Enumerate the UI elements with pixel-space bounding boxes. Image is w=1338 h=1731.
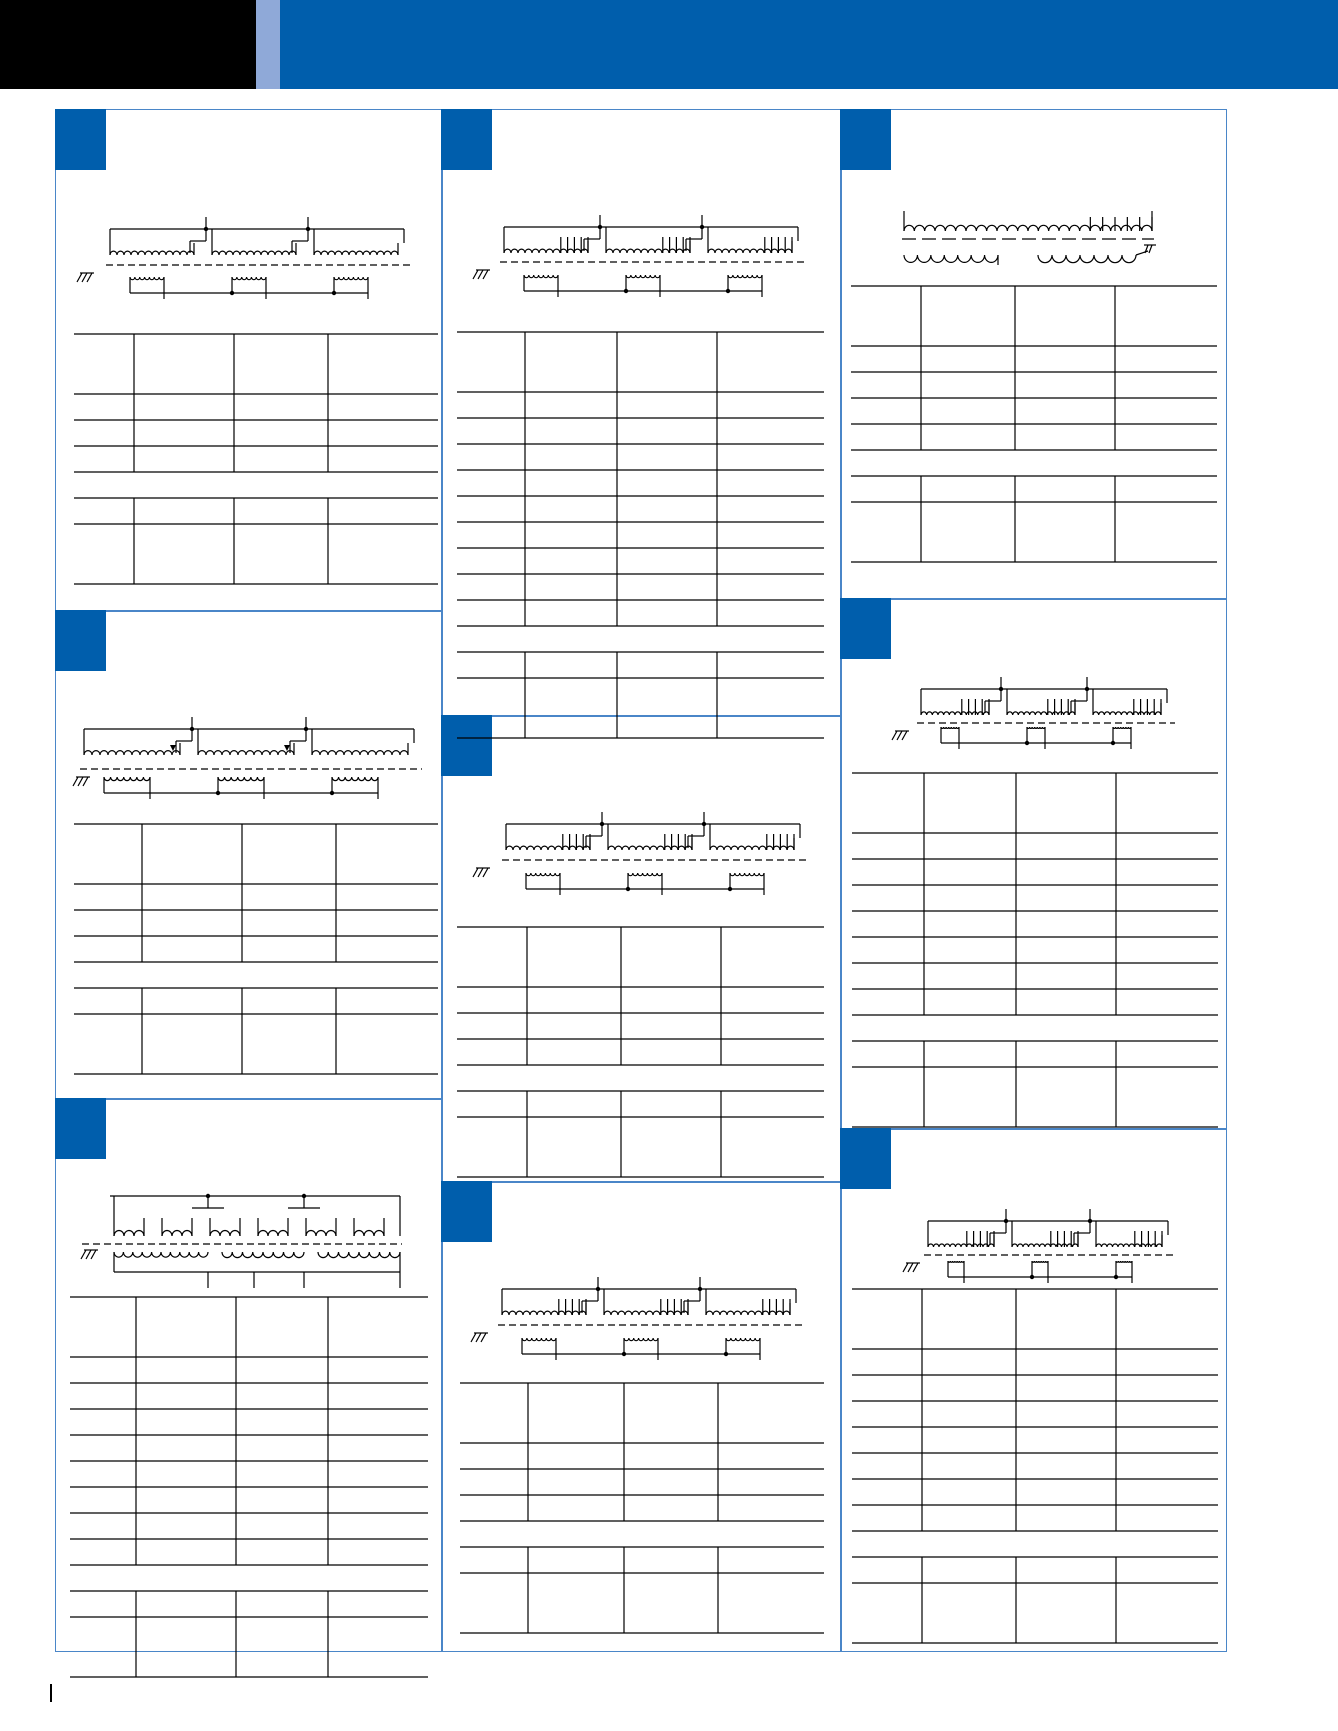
ground-hatch bbox=[483, 868, 488, 877]
panel-separator-f bbox=[840, 1128, 1227, 1130]
ground-hatch bbox=[78, 777, 83, 786]
primary-coil bbox=[608, 846, 692, 850]
secondary-coil-1 bbox=[904, 255, 998, 262]
panel-badge-c bbox=[840, 109, 891, 170]
rating-table-h bbox=[460, 1383, 824, 1637]
secondary-coil bbox=[628, 873, 662, 876]
ground-hatch bbox=[476, 1333, 481, 1342]
ground-hatch bbox=[903, 1263, 908, 1272]
junction-dot bbox=[1114, 1275, 1118, 1279]
ground-hatch bbox=[897, 731, 902, 740]
header-blue-bar bbox=[280, 0, 1338, 89]
junction-dot bbox=[332, 291, 336, 295]
junction-dot bbox=[622, 1352, 626, 1356]
primary-coil-section bbox=[210, 1231, 240, 1237]
junction-dot bbox=[626, 887, 630, 891]
junction-dot bbox=[216, 791, 220, 795]
ground-hatch bbox=[473, 868, 478, 877]
primary-coil-section bbox=[354, 1231, 384, 1237]
primary-coil-section bbox=[258, 1231, 288, 1237]
ground-hatch bbox=[87, 273, 92, 282]
junction-dot bbox=[204, 227, 208, 231]
winding-diagram-d bbox=[74, 705, 434, 805]
panel-badge-i bbox=[840, 1128, 891, 1189]
column-divider-2 bbox=[840, 109, 842, 1652]
primary-coil bbox=[110, 251, 194, 255]
secondary-coil bbox=[728, 275, 762, 278]
junction-dot bbox=[999, 687, 1003, 691]
primary-coil bbox=[1096, 1244, 1162, 1247]
secondary-coil bbox=[626, 275, 660, 278]
secondary-coil-2 bbox=[1038, 255, 1136, 263]
secondary-coil bbox=[222, 1252, 304, 1258]
secondary-coil bbox=[104, 777, 150, 781]
primary-coil bbox=[212, 251, 296, 255]
primary-coil bbox=[504, 249, 588, 253]
secondary-coil bbox=[526, 873, 560, 876]
primary-coil bbox=[84, 751, 180, 755]
junction-dot bbox=[1030, 1275, 1034, 1279]
secondary-coil bbox=[524, 275, 558, 278]
primary-coil bbox=[928, 1244, 994, 1247]
rating-table-c bbox=[851, 286, 1217, 578]
ground-hatch bbox=[478, 270, 483, 279]
secondary-coil bbox=[1027, 727, 1045, 728]
junction-dot bbox=[702, 822, 706, 826]
junction-dot bbox=[698, 1287, 702, 1291]
secondary-coil bbox=[332, 777, 378, 781]
secondary-coil bbox=[948, 1261, 964, 1262]
winding-diagram-f bbox=[893, 677, 1173, 757]
junction-dot bbox=[304, 727, 308, 731]
secondary-coil bbox=[1113, 727, 1131, 728]
ground-hatch bbox=[913, 1263, 918, 1272]
panel-separator-b bbox=[55, 1098, 442, 1100]
header-black-block bbox=[0, 0, 256, 89]
panel-badge-e bbox=[441, 715, 492, 776]
primary-coil bbox=[314, 251, 398, 255]
junction-dot bbox=[1088, 1219, 1092, 1223]
panel-separator-c bbox=[441, 715, 841, 717]
ground-hatch bbox=[481, 1333, 486, 1342]
junction-dot bbox=[700, 225, 704, 229]
ground-hatch bbox=[473, 270, 478, 279]
secondary-coil bbox=[624, 1338, 658, 1341]
secondary-coil bbox=[130, 277, 164, 280]
junction-dot bbox=[1085, 687, 1089, 691]
junction-dot bbox=[624, 289, 628, 293]
junction-dot bbox=[600, 822, 604, 826]
primary-coil bbox=[198, 751, 294, 755]
primary-coil bbox=[710, 846, 794, 850]
ground-hatch bbox=[1149, 245, 1152, 253]
rating-table-b bbox=[457, 332, 824, 692]
secondary-coil bbox=[114, 1252, 208, 1257]
panel-badge-d bbox=[55, 610, 106, 671]
junction-dot bbox=[1025, 741, 1029, 745]
secondary-coil bbox=[730, 873, 764, 876]
junction-dot bbox=[726, 289, 730, 293]
primary-coil bbox=[312, 751, 408, 755]
ground-hatch bbox=[77, 273, 82, 282]
column-divider-1 bbox=[441, 109, 443, 1652]
primary-coil bbox=[706, 1311, 790, 1315]
ground-lead bbox=[1136, 251, 1148, 255]
primary-coil bbox=[921, 712, 989, 715]
ground-hatch bbox=[86, 1250, 91, 1259]
winding-diagram-i bbox=[904, 1207, 1174, 1287]
junction-dot bbox=[728, 887, 732, 891]
panel-badge-b bbox=[441, 109, 492, 170]
panel-badge-f bbox=[840, 598, 891, 659]
secondary-coil bbox=[232, 277, 266, 280]
ground-hatch bbox=[478, 868, 483, 877]
panel-separator-d bbox=[441, 1181, 841, 1183]
primary-coil bbox=[1093, 712, 1161, 715]
panel-badge-g bbox=[55, 1098, 106, 1159]
ground-hatch bbox=[902, 731, 907, 740]
primary-coil-section bbox=[114, 1231, 144, 1237]
rating-table-f bbox=[852, 773, 1218, 1106]
winding-diagram-g bbox=[82, 1188, 412, 1293]
rating-table-g bbox=[70, 1297, 428, 1639]
ground-hatch bbox=[91, 1250, 96, 1259]
winding-diagram-e bbox=[474, 805, 804, 905]
rating-table-d bbox=[74, 824, 438, 1078]
secondary-coil bbox=[1116, 1261, 1132, 1262]
ground-hatch bbox=[73, 777, 78, 786]
primary-coil bbox=[604, 1311, 688, 1315]
rating-table-a bbox=[74, 334, 438, 590]
ground-hatch bbox=[483, 270, 488, 279]
secondary-coil bbox=[334, 277, 368, 280]
ground-hatch bbox=[892, 731, 897, 740]
panel-badge-h bbox=[441, 1181, 492, 1242]
ground-hatch bbox=[471, 1333, 476, 1342]
primary-coil bbox=[1007, 712, 1075, 715]
junction-dot bbox=[306, 227, 310, 231]
primary-coil bbox=[502, 1311, 586, 1315]
secondary-coil bbox=[1032, 1261, 1048, 1262]
junction-dot bbox=[724, 1352, 728, 1356]
secondary-coil bbox=[218, 777, 264, 781]
winding-diagram-c bbox=[898, 205, 1168, 275]
secondary-coil bbox=[941, 727, 959, 728]
panel-separator-a bbox=[55, 610, 442, 612]
junction-dot bbox=[330, 791, 334, 795]
junction-dot bbox=[598, 225, 602, 229]
junction-dot bbox=[1004, 1219, 1008, 1223]
junction-dot bbox=[230, 291, 234, 295]
winding-diagram-b bbox=[474, 205, 804, 305]
winding-diagram-a bbox=[78, 205, 408, 305]
secondary-coil bbox=[726, 1338, 760, 1341]
page-footer-mark bbox=[50, 1684, 52, 1702]
rating-table-e bbox=[457, 927, 824, 1167]
panel-badge-a bbox=[55, 109, 106, 170]
ground-hatch bbox=[81, 1250, 86, 1259]
junction-dot bbox=[190, 727, 194, 731]
primary-coil bbox=[1012, 1244, 1078, 1247]
primary-coil-section bbox=[306, 1231, 336, 1237]
header-accent-tab bbox=[256, 0, 280, 89]
panel-separator-e bbox=[840, 598, 1227, 600]
primary-coil-section bbox=[162, 1231, 192, 1237]
winding-diagram-h bbox=[472, 1270, 802, 1370]
secondary-coil bbox=[522, 1338, 556, 1341]
ground-hatch bbox=[82, 273, 87, 282]
ground-hatch bbox=[908, 1263, 913, 1272]
primary-coil bbox=[708, 249, 792, 253]
secondary-coil bbox=[318, 1252, 400, 1258]
primary-coil bbox=[506, 846, 590, 850]
primary-coil bbox=[606, 249, 690, 253]
junction-dot bbox=[1111, 741, 1115, 745]
ground-hatch bbox=[83, 777, 88, 786]
junction-dot bbox=[596, 1287, 600, 1291]
rating-table-i bbox=[852, 1289, 1218, 1638]
